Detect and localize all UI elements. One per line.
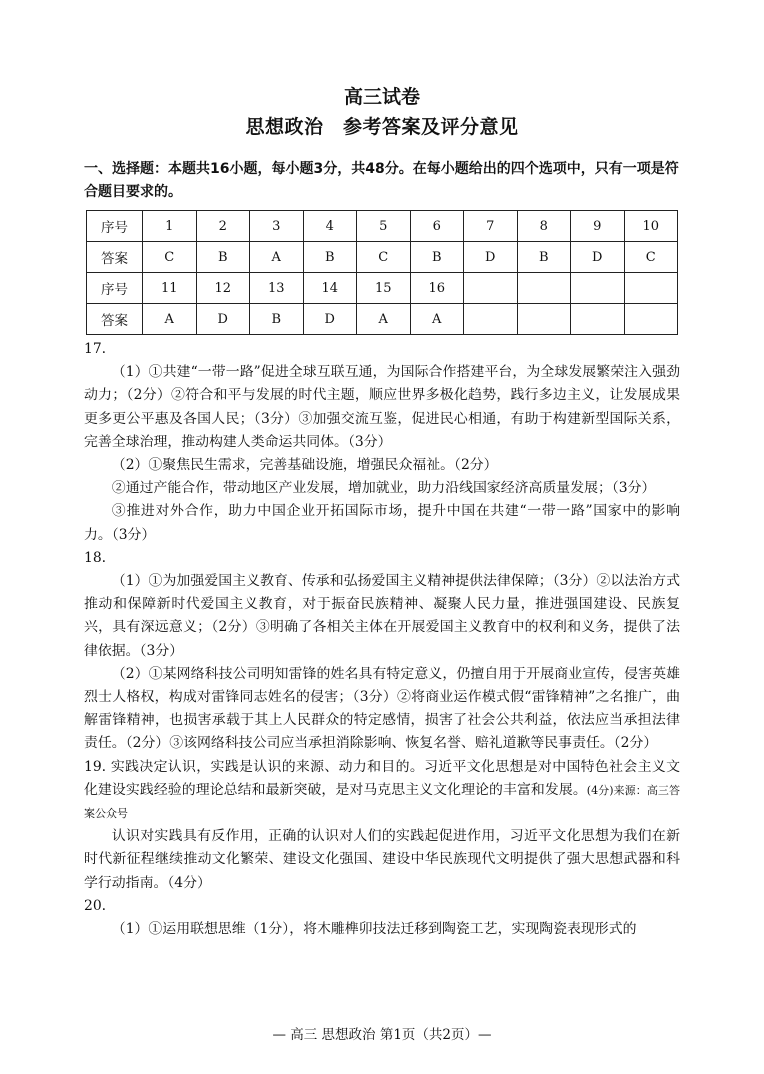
row-label-number: 序号 (87, 273, 143, 304)
q19-part2: 认识对实践具有反作用，正确的认识对人们的实践起促进作用，习近平文化思想为我们在新时代新征程继续推动文化繁荣、建设文化强国、建设中华民族现代文明提供了强大思想武器和科学行动指南。（4分） (84, 828, 680, 891)
page-subtitle: 思想政治 参考答案及评分意见 (245, 116, 519, 138)
table-cell: 15 (357, 273, 411, 304)
table-cell: A (143, 304, 197, 335)
table-cell: A (410, 304, 464, 335)
q19-part1 (84, 756, 680, 826)
table-cell (517, 273, 571, 304)
table-cell: 16 (410, 273, 464, 304)
table-row-answers-1 (87, 242, 678, 273)
table-cell: 8 (517, 211, 571, 242)
q18-number: 18. (84, 549, 107, 566)
table-cell: D (464, 242, 518, 273)
table-cell: B (250, 304, 304, 335)
table-cell: A (357, 304, 411, 335)
table-cell: C (357, 242, 411, 273)
row-label-number: 序号 (87, 211, 143, 242)
table-cell: B (517, 242, 571, 273)
q19-source: 来源：高三答案公众号 (84, 783, 680, 821)
table-cell (571, 273, 625, 304)
table-cell (624, 273, 678, 304)
row-label-answer: 答案 (87, 304, 143, 335)
section1-intro: 一、选择题：本题共16小题，每小题3分，共48分。在每小题给出的四个选项中，只有一项是符合题目要求的。 (84, 161, 679, 200)
table-cell: B (410, 242, 464, 273)
q17-part2-item2: ②通过产能合作，带动地区产业发展，增加就业，助力沿线国家经济高质量发展；（3分） (111, 480, 656, 497)
table-cell: C (143, 242, 197, 273)
table-cell: 5 (357, 211, 411, 242)
q17-part2-item1: （2）①聚焦民生需求，完善基础设施，增强民众福祉。（2分） (111, 457, 498, 474)
table-cell: A (250, 242, 304, 273)
table-cell: B (196, 242, 250, 273)
table-cell (464, 273, 518, 304)
table-cell (624, 304, 678, 335)
table-cell (571, 304, 625, 335)
table-row-numbers-2 (87, 273, 678, 304)
answer-table (86, 210, 678, 335)
table-cell: 4 (303, 211, 357, 242)
table-cell: D (571, 242, 625, 273)
table-cell: 10 (624, 211, 678, 242)
row-label-answer: 答案 (87, 242, 143, 273)
q19-score: (4分) (586, 783, 614, 797)
answer-body (84, 338, 680, 941)
table-cell: 6 (410, 211, 464, 242)
table-cell: 14 (303, 273, 357, 304)
table-cell: 3 (250, 211, 304, 242)
q20-part1: （1）①运用联想思维（1分），将木雕榫卯技法迁移到陶瓷工艺，实现陶瓷表现形式的 (111, 921, 637, 938)
q17-part2-item3: ③推进对外合作，助力中国企业开拓国际市场，提升中国在共建“一带一路”国家中的影响力。（3分） (84, 503, 680, 543)
table-row-numbers-1 (87, 211, 678, 242)
table-cell (464, 304, 518, 335)
q19-text: 19. 实践决定认识，实践是认识的来源、动力和目的。习近平文化思想是对中国特色社会主义文化建设实践经验的理论总结和最新突破，是对马克思主义文化理论的丰富和发展。 (84, 758, 680, 798)
table-cell: D (196, 304, 250, 335)
q18-part2: （2）①某网络科技公司明知雷锋的姓名具有特定意义，仍擅自用于开展商业宣传，侵害英雄烈士人格权，构成对雷锋同志姓名的侵害；（3分）②将商业运作模式假“雷锋精神”之名推广，曲解雷锋精神，也损害承载于其上人民群众的特定感情，损害了社会公共利益，依法应当承担法律责任。（2分）③该网络科技公司应当承担消除影响、恢复名誉、赔礼道歉等民事责任。（2分） (84, 665, 680, 752)
page-footer: — 高三 思想政治 第1页（共2页）— (272, 1027, 492, 1043)
page-title: 高三试卷 (343, 86, 420, 108)
table-cell: B (303, 242, 357, 273)
table-row-answers-2 (87, 304, 678, 335)
table-cell: D (303, 304, 357, 335)
q20-number: 20. (84, 897, 107, 914)
table-cell: 11 (143, 273, 197, 304)
table-cell: 9 (571, 211, 625, 242)
table-cell: C (624, 242, 678, 273)
q17-number: 17. (84, 341, 107, 357)
table-cell: 7 (464, 211, 518, 242)
table-cell: 2 (196, 211, 250, 242)
table-cell: 12 (196, 273, 250, 304)
table-cell: 1 (143, 211, 197, 242)
table-cell (517, 304, 571, 335)
q17-part1: （1）①共建“一带一路”促进全球互联互通，为国际合作搭建平台，为全球发展繁荣注入强劲动力；（2分）②符合和平与发展的时代主题，顺应世界多极化趋势，践行多边主义，让发展成果更多更公平惠及各国人民；（3分）③加强交流互鉴，促进民心相通，有助于构建新型国际关系，完善全球治理，推动构建人类命运共同体。（3分） (84, 364, 680, 450)
table-cell: 13 (250, 273, 304, 304)
q18-part1: （1）①为加强爱国主义教育、传承和弘扬爱国主义精神提供法律保障；（3分）②以法治方式推动和保障新时代爱国主义教育，对于振奋民族精神、凝聚人民力量，推进强国建设、民族复兴，具有深远意义；（2分）③明确了各相关主体在开展爱国主义教育中的权利和义务，提供了法律依据。（3分） (84, 573, 680, 659)
